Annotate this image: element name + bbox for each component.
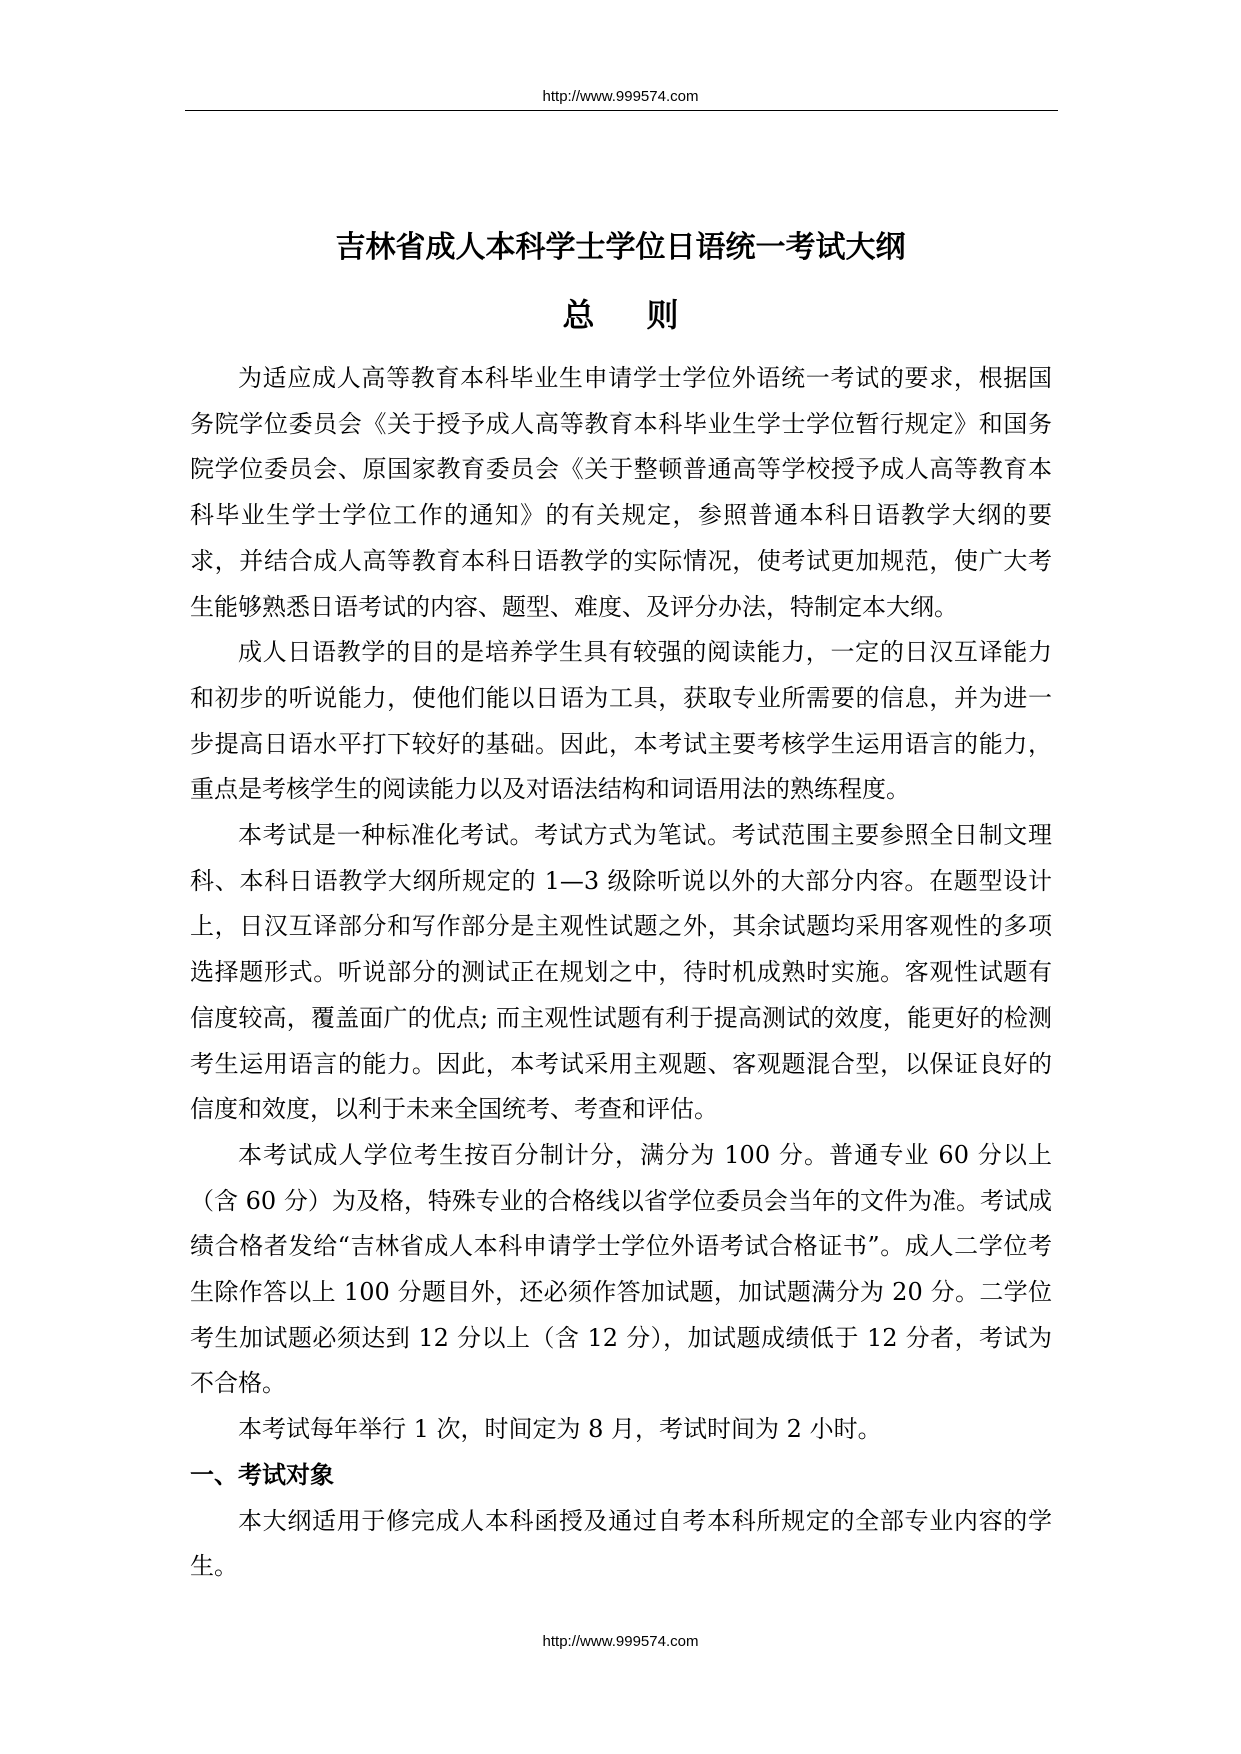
header-divider — [185, 110, 1058, 111]
paragraph-4: 本考试成人学位考生按百分制计分，满分为 100 分。普通专业 60 分以上（含 60 分）为及格，特殊专业的合格线以省学位委员会当年的文件为准。考试成绩合格者发给“吉林省成人本科申请学士学位外语考试合格证书”。成人二学位考生除作答以上 100 分题目外，还必须作答加试题，加试题满分为 20 分。二学位考生加试题必须达到 12 分以上（含 12 分），加试题成绩低于 12 分者，考试为不合格。 — [190, 1140, 1052, 1398]
paragraph-2: 成人日语教学的目的是培养学生具有较强的阅读能力，一定的日汉互译能力和初步的听说能力，使他们能以日语为工具，获取专业所需要的信息，并为进一步提高日语水平打下较好的基础。因此，本考试主要考核学生运用语言的能力，重点是考核学生的阅读能力以及对语法结构和词语用法的熟练程度。 — [190, 638, 1052, 804]
section-title-part1: 总 — [562, 296, 595, 334]
paragraph-5: 本考试每年举行 1 次，时间定为 8 月，考试时间为 2 小时。 — [238, 1415, 882, 1444]
paragraph-1: 为适应成人高等教育本科毕业生申请学士学位外语统一考试的要求，根据国务院学位委员会《关于授予成人高等教育本科毕业生学士学位暂行规定》和国务院学位委员会、原国家教育委员会《关于整顿普通高等学校授予成人高等教育本科毕业生学士学位工作的通知》的有关规定，参照普通本科日语教学大纲的要求，并结合成人高等教育本科日语教学的实际情况，使考试更加规范，使广大考生能够熟悉日语考试的内容、题型、难度、及评分办法，特制定本大纲。 — [190, 364, 1052, 621]
document-title: 吉林省成人本科学士学位日语统一考试大纲 — [335, 230, 906, 265]
subheading-exam-target: 一、考试对象 — [190, 1460, 334, 1489]
paragraph-exam-target: 本大纲适用于修完成人本科函授及通过自考本科所规定的全部专业内容的学生。 — [190, 1506, 1052, 1581]
header-url: http://www.999574.com — [542, 88, 699, 105]
section-title-part2: 则 — [646, 296, 679, 334]
section-title — [0, 290, 1241, 336]
document-body — [190, 356, 1052, 1590]
paragraph-3: 本考试是一种标准化考试。考试方式为笔试。考试范围主要参照全日制文理科、本科日语教学大纲所规定的 1—3 级除听说以外的大部分内容。在题型设计上，日汉互译部分和写作部分是主观性试题之外，其余试题均采用客观性的多项选择题形式。听说部分的测试正在规划之中，待时机成熟时实施。客观性试题有信度较高，覆盖面广的优点; 而主观性试题有利于提高测试的效度，能更好的检测考生运用语言的能力。因此，本考试采用主观题、客观题混合型，以保证良好的信度和效度，以利于未来全国统考、考查和评估。 — [190, 821, 1052, 1124]
footer-url: http://www.999574.com — [542, 1633, 699, 1650]
